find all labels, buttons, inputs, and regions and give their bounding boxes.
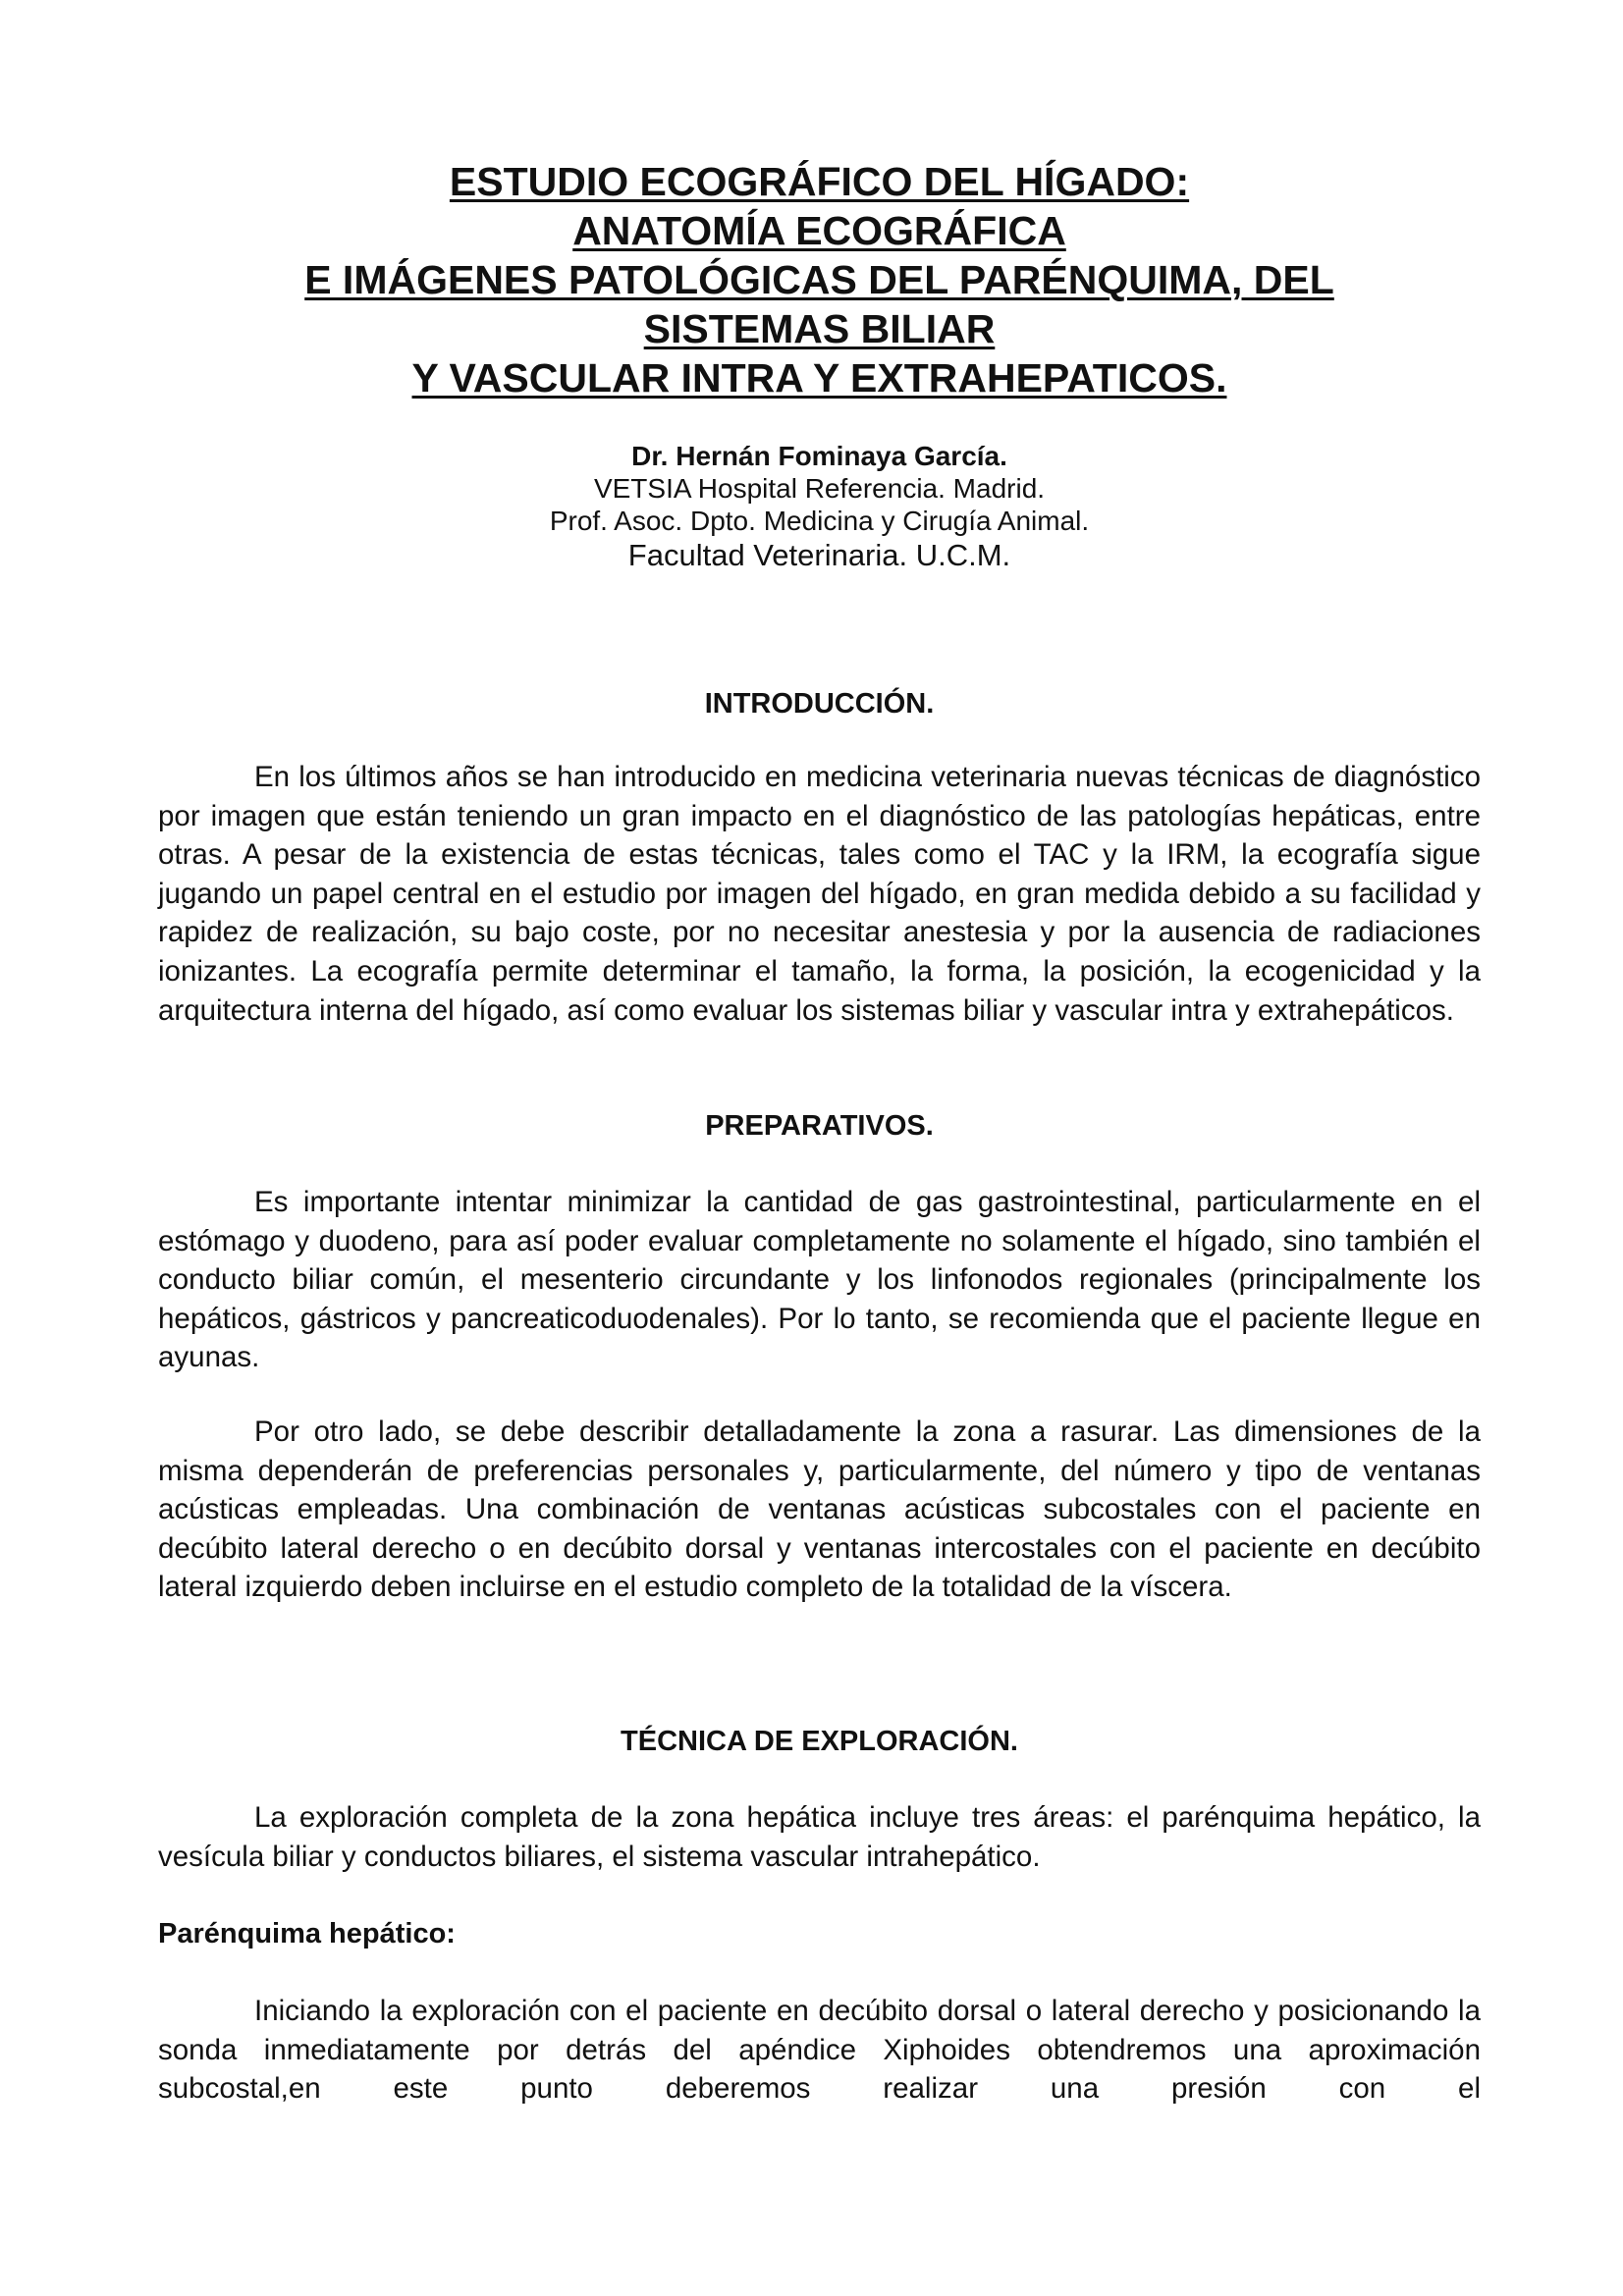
- section-heading-introduccion: INTRODUCCIÓN.: [704, 688, 935, 720]
- title-line: ESTUDIO ECOGRÁFICO DEL HÍGADO:: [449, 159, 1190, 204]
- paragraph: En los últimos años se han introducido en medicina veterinaria nuevas técnicas de diagnóstico por imagen que están teniendo un gran impacto en el diagnóstico de las patologías hepáticas, entre otras. A pesar de la existencia de estas técnicas, tales como el TAC y la IRM, la ecografía sigue jugando un papel central en el estudio por imagen del hígado, en gran medida debido a su facilidad y rapidez de realización, su bajo coste, por no necesitar anestesia y por la ausencia de radiaciones ionizantes. La ecografía permite determinar el tamaño, la forma, la posición, la ecogenicidad y la arquitectura interna del hígado, así como evaluar los sistemas biliar y vascular intra y extrahepáticos.: [158, 761, 1481, 1027]
- prep-paragraph-1: [158, 1183, 1481, 1377]
- author-block: [158, 440, 1481, 574]
- author-affiliation: VETSIA Hospital Referencia. Madrid.: [593, 473, 1046, 504]
- paragraph: La exploración completa de la zona hepática incluye tres áreas: el parénquima hepático, la vesícula biliar y conductos biliares, el sistema vascular intrahepático.: [158, 1801, 1481, 1873]
- tecnica-paragraph-2: [158, 1992, 1481, 2109]
- title-line: SISTEMAS BILIAR: [643, 306, 996, 351]
- title-line: ANATOMÍA ECOGRÁFICA: [572, 208, 1066, 253]
- subheading-parenquima: Parénquima hepático:: [158, 1918, 456, 1949]
- tecnica-paragraph-1: [158, 1798, 1481, 1876]
- section-heading-tecnica: TÉCNICA DE EXPLORACIÓN.: [621, 1726, 1018, 1757]
- intro-paragraph: [158, 758, 1481, 1030]
- paragraph: Por otro lado, se debe describir detalladamente la zona a rasurar. Las dimensiones de la misma dependerán de preferencias personales y, particularmente, del número y tipo de ventanas acústicas empleadas. Una combinación de ventanas acústicas subcostales con el paciente en decúbito lateral derecho o en decúbito dorsal y ventanas intercostales con el paciente en decúbito lateral izquierdo deben incluirse en el estudio completo de la totalidad de la víscera.: [158, 1415, 1481, 1604]
- paragraph: Iniciando la exploración con el paciente en decúbito dorsal o lateral derecho y posicionando la sonda inmediatamente por detrás del apéndice Xiphoides obtendremos una aproximación subcostal,en este punto deberemos realizar una presión con el: [158, 1995, 1481, 2106]
- title-line: Y VASCULAR INTRA Y EXTRAHEPATICOS.: [411, 355, 1227, 400]
- prep-paragraph-2: [158, 1413, 1481, 1607]
- author-affiliation: Prof. Asoc. Dpto. Medicina y Cirugía Animal.: [549, 506, 1090, 536]
- section-heading-preparativos: PREPARATIVOS.: [705, 1110, 934, 1142]
- title-line: E IMÁGENES PATOLÓGICAS DEL PARÉNQUIMA, DEL: [304, 257, 1334, 302]
- document-title: [158, 157, 1481, 402]
- paragraph: Es importante intentar minimizar la cantidad de gas gastrointestinal, particularmente en el estómago y duodeno, para así poder evaluar completamente no solamente el hígado, sino también el conducto biliar común, el mesenterio circundante y los linfonodos regionales (principalmente los hepáticos, gástricos y pancreaticoduodenales). Por lo tanto, se recomienda que el paciente llegue en ayunas.: [158, 1186, 1481, 1374]
- author-name: Dr. Hernán Fominaya García.: [631, 441, 1007, 471]
- author-affiliation: Facultad Veterinaria. U.C.M.: [627, 538, 1011, 572]
